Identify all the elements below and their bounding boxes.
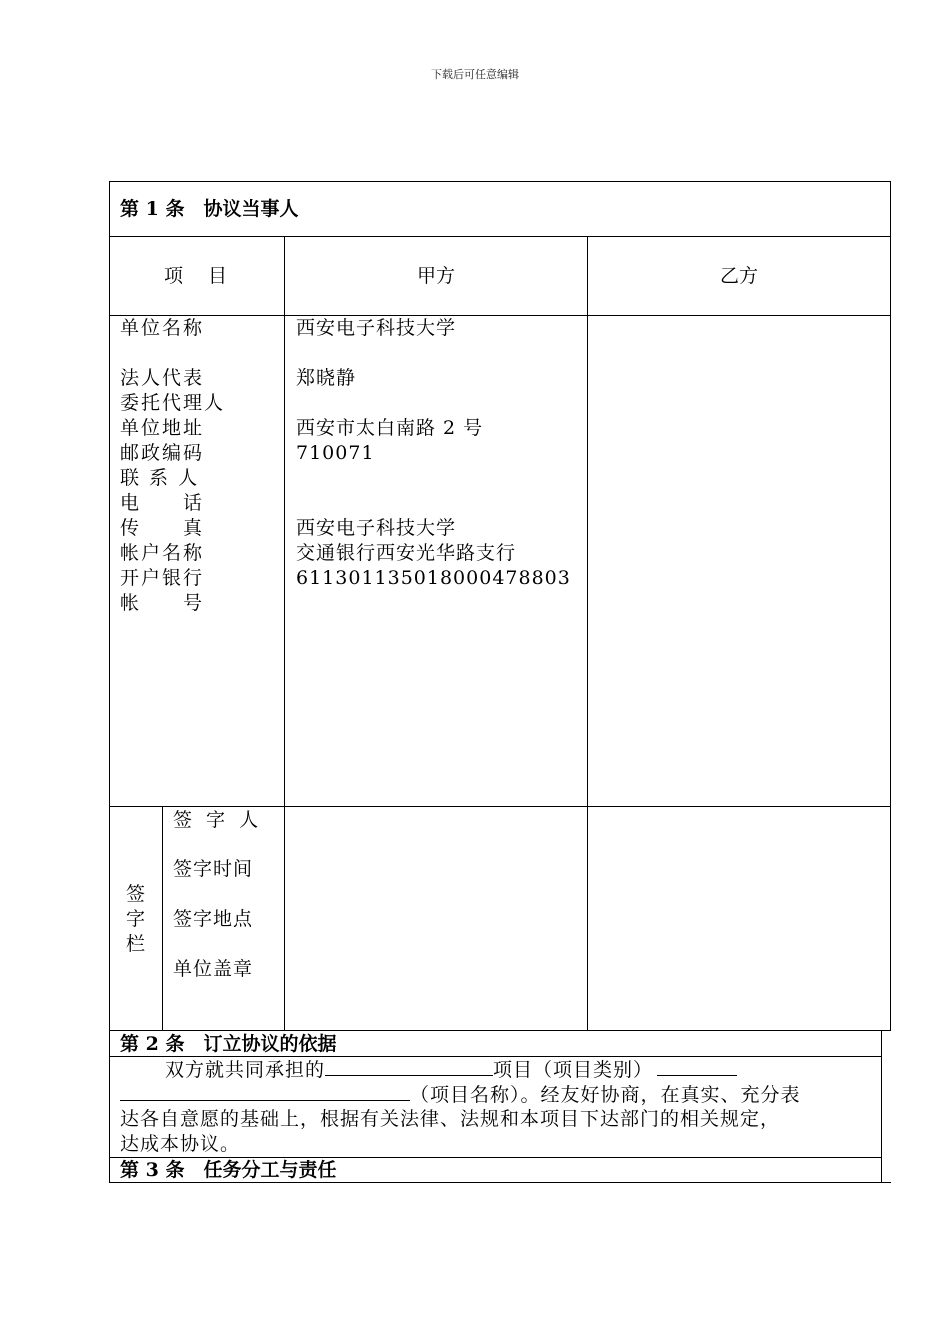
label-agent: 委托代理人 bbox=[120, 392, 226, 414]
section1-title: 第 1 条 协议当事人 bbox=[120, 198, 299, 220]
value-fax: 西安电子科技大学 bbox=[296, 517, 457, 539]
value-agent bbox=[296, 391, 571, 416]
section2-line1-text-a: 双方就共同承担的 bbox=[165, 1059, 326, 1081]
label-contact: 联 系 人 bbox=[120, 467, 200, 489]
table-divider bbox=[162, 806, 163, 1031]
sign-label-signer: 签 字 人 bbox=[173, 809, 263, 831]
table-divider bbox=[109, 236, 891, 237]
sign-label-seal: 单位盖章 bbox=[173, 958, 254, 980]
value-account-name: 交通银行西安光华路支行 bbox=[296, 542, 517, 564]
label-address: 单位地址 bbox=[120, 417, 205, 439]
section2-border-left bbox=[109, 1031, 110, 1183]
label-unit-name: 单位名称 bbox=[120, 317, 205, 339]
label-phone: 电 话 bbox=[120, 492, 205, 514]
sign-group-char-1: 签 bbox=[126, 883, 146, 905]
value-contact bbox=[296, 466, 571, 491]
section2-line1-text-b: 项目（项目类别） bbox=[493, 1059, 654, 1081]
value-address: 西安市太白南路 2 号 bbox=[296, 417, 484, 439]
project-blank[interactable] bbox=[325, 1057, 493, 1076]
label-spacer bbox=[120, 341, 225, 366]
row-labels bbox=[120, 316, 225, 616]
column-header-item: 项 目 bbox=[163, 265, 230, 287]
sign-label-place: 签字地点 bbox=[173, 908, 254, 930]
table-divider bbox=[109, 806, 891, 807]
label-legal-rep: 法人代表 bbox=[120, 367, 205, 389]
section3-title: 第 3 条 任务分工与责任 bbox=[120, 1159, 337, 1181]
column-header-party-b: 乙方 bbox=[719, 265, 758, 287]
table-divider bbox=[284, 236, 285, 1031]
party-a-values bbox=[296, 316, 571, 616]
sign-group-char-3: 栏 bbox=[126, 933, 146, 955]
sign-label-time: 签字时间 bbox=[173, 858, 254, 880]
label-fax: 传 真 bbox=[120, 517, 205, 539]
section2-line4: 达成本协议。 bbox=[120, 1133, 241, 1155]
section2-line3: 达各自意愿的基础上，根据有关法律、法规和本项目下达部门的相关规定， bbox=[120, 1108, 781, 1130]
section3-bottom bbox=[109, 1182, 891, 1183]
section2-line2 bbox=[120, 1082, 801, 1107]
column-header-party-a: 甲方 bbox=[416, 265, 455, 287]
value-phone bbox=[296, 491, 571, 516]
label-account-name: 帐户名称 bbox=[120, 542, 205, 564]
section2-line1 bbox=[165, 1057, 737, 1082]
project-name-blank[interactable] bbox=[120, 1082, 410, 1101]
label-bank: 开户银行 bbox=[120, 567, 205, 589]
value-bank: 611301135018000478803 bbox=[296, 567, 571, 589]
table-divider bbox=[587, 236, 588, 1031]
value-unit-name: 西安电子科技大学 bbox=[296, 317, 457, 339]
sign-group-char-2: 字 bbox=[126, 908, 146, 930]
value-spacer bbox=[296, 341, 571, 366]
section2-line2-text: （项目名称）。经友好协商，在真实、充分表 bbox=[410, 1084, 801, 1106]
value-account-number bbox=[296, 591, 571, 616]
value-legal-rep: 郑晓静 bbox=[296, 367, 357, 389]
project-type-blank[interactable] bbox=[657, 1057, 737, 1076]
label-postcode: 邮政编码 bbox=[120, 442, 205, 464]
value-postcode: 710071 bbox=[296, 442, 375, 464]
label-account-number: 帐 号 bbox=[120, 592, 205, 614]
section2-border-right bbox=[881, 1031, 882, 1183]
page-header: 下载后可任意编辑 bbox=[431, 68, 519, 81]
section2-title: 第 2 条 订立协议的依据 bbox=[120, 1033, 337, 1055]
